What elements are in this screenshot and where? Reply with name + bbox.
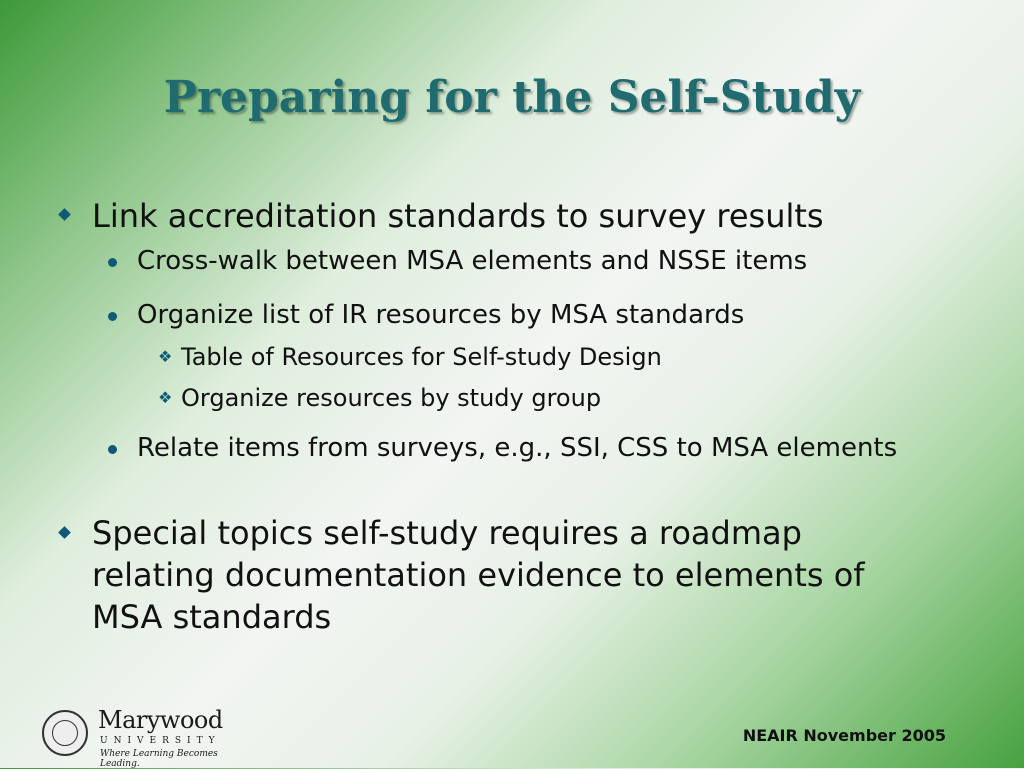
- bullet-level2: Cross-walk between MSA elements and NSSE items: [137, 246, 808, 276]
- university-seal-icon: [42, 710, 88, 756]
- dot-bullet-icon: [108, 258, 117, 267]
- footer-text: NEAIR November 2005: [742, 726, 946, 745]
- bullet-level3: Table of Resources for Self-study Design: [181, 343, 662, 371]
- clover-bullet-icon: ❖: [158, 347, 173, 366]
- logo-name: Marywood: [98, 706, 223, 734]
- logo-university: UNIVERSITY: [100, 736, 221, 746]
- bullet-level3: Organize resources by study group: [181, 384, 602, 412]
- bullet-level1: Special topics self-study requires a roadmap relating documentation evidence to elements of MSA standards: [92, 514, 865, 636]
- marywood-logo: [42, 706, 232, 769]
- diamond-bullet-icon: [58, 208, 71, 221]
- bullet-level2: Organize list of IR resources by MSA standards: [137, 300, 745, 330]
- dot-bullet-icon: [108, 312, 117, 321]
- diamond-bullet-icon: [58, 526, 71, 539]
- bullet-level2: Relate items from surveys, e.g., SSI, CSS to MSA elements: [137, 433, 898, 463]
- logo-tagline: Where Learning Becomes Leading.: [100, 749, 218, 769]
- dot-bullet-icon: [108, 445, 117, 454]
- bullet-level1: Link accreditation standards to survey results: [92, 197, 824, 235]
- clover-bullet-icon: ❖: [158, 388, 173, 407]
- slide-title: Preparing for the Self-Study: [163, 72, 861, 123]
